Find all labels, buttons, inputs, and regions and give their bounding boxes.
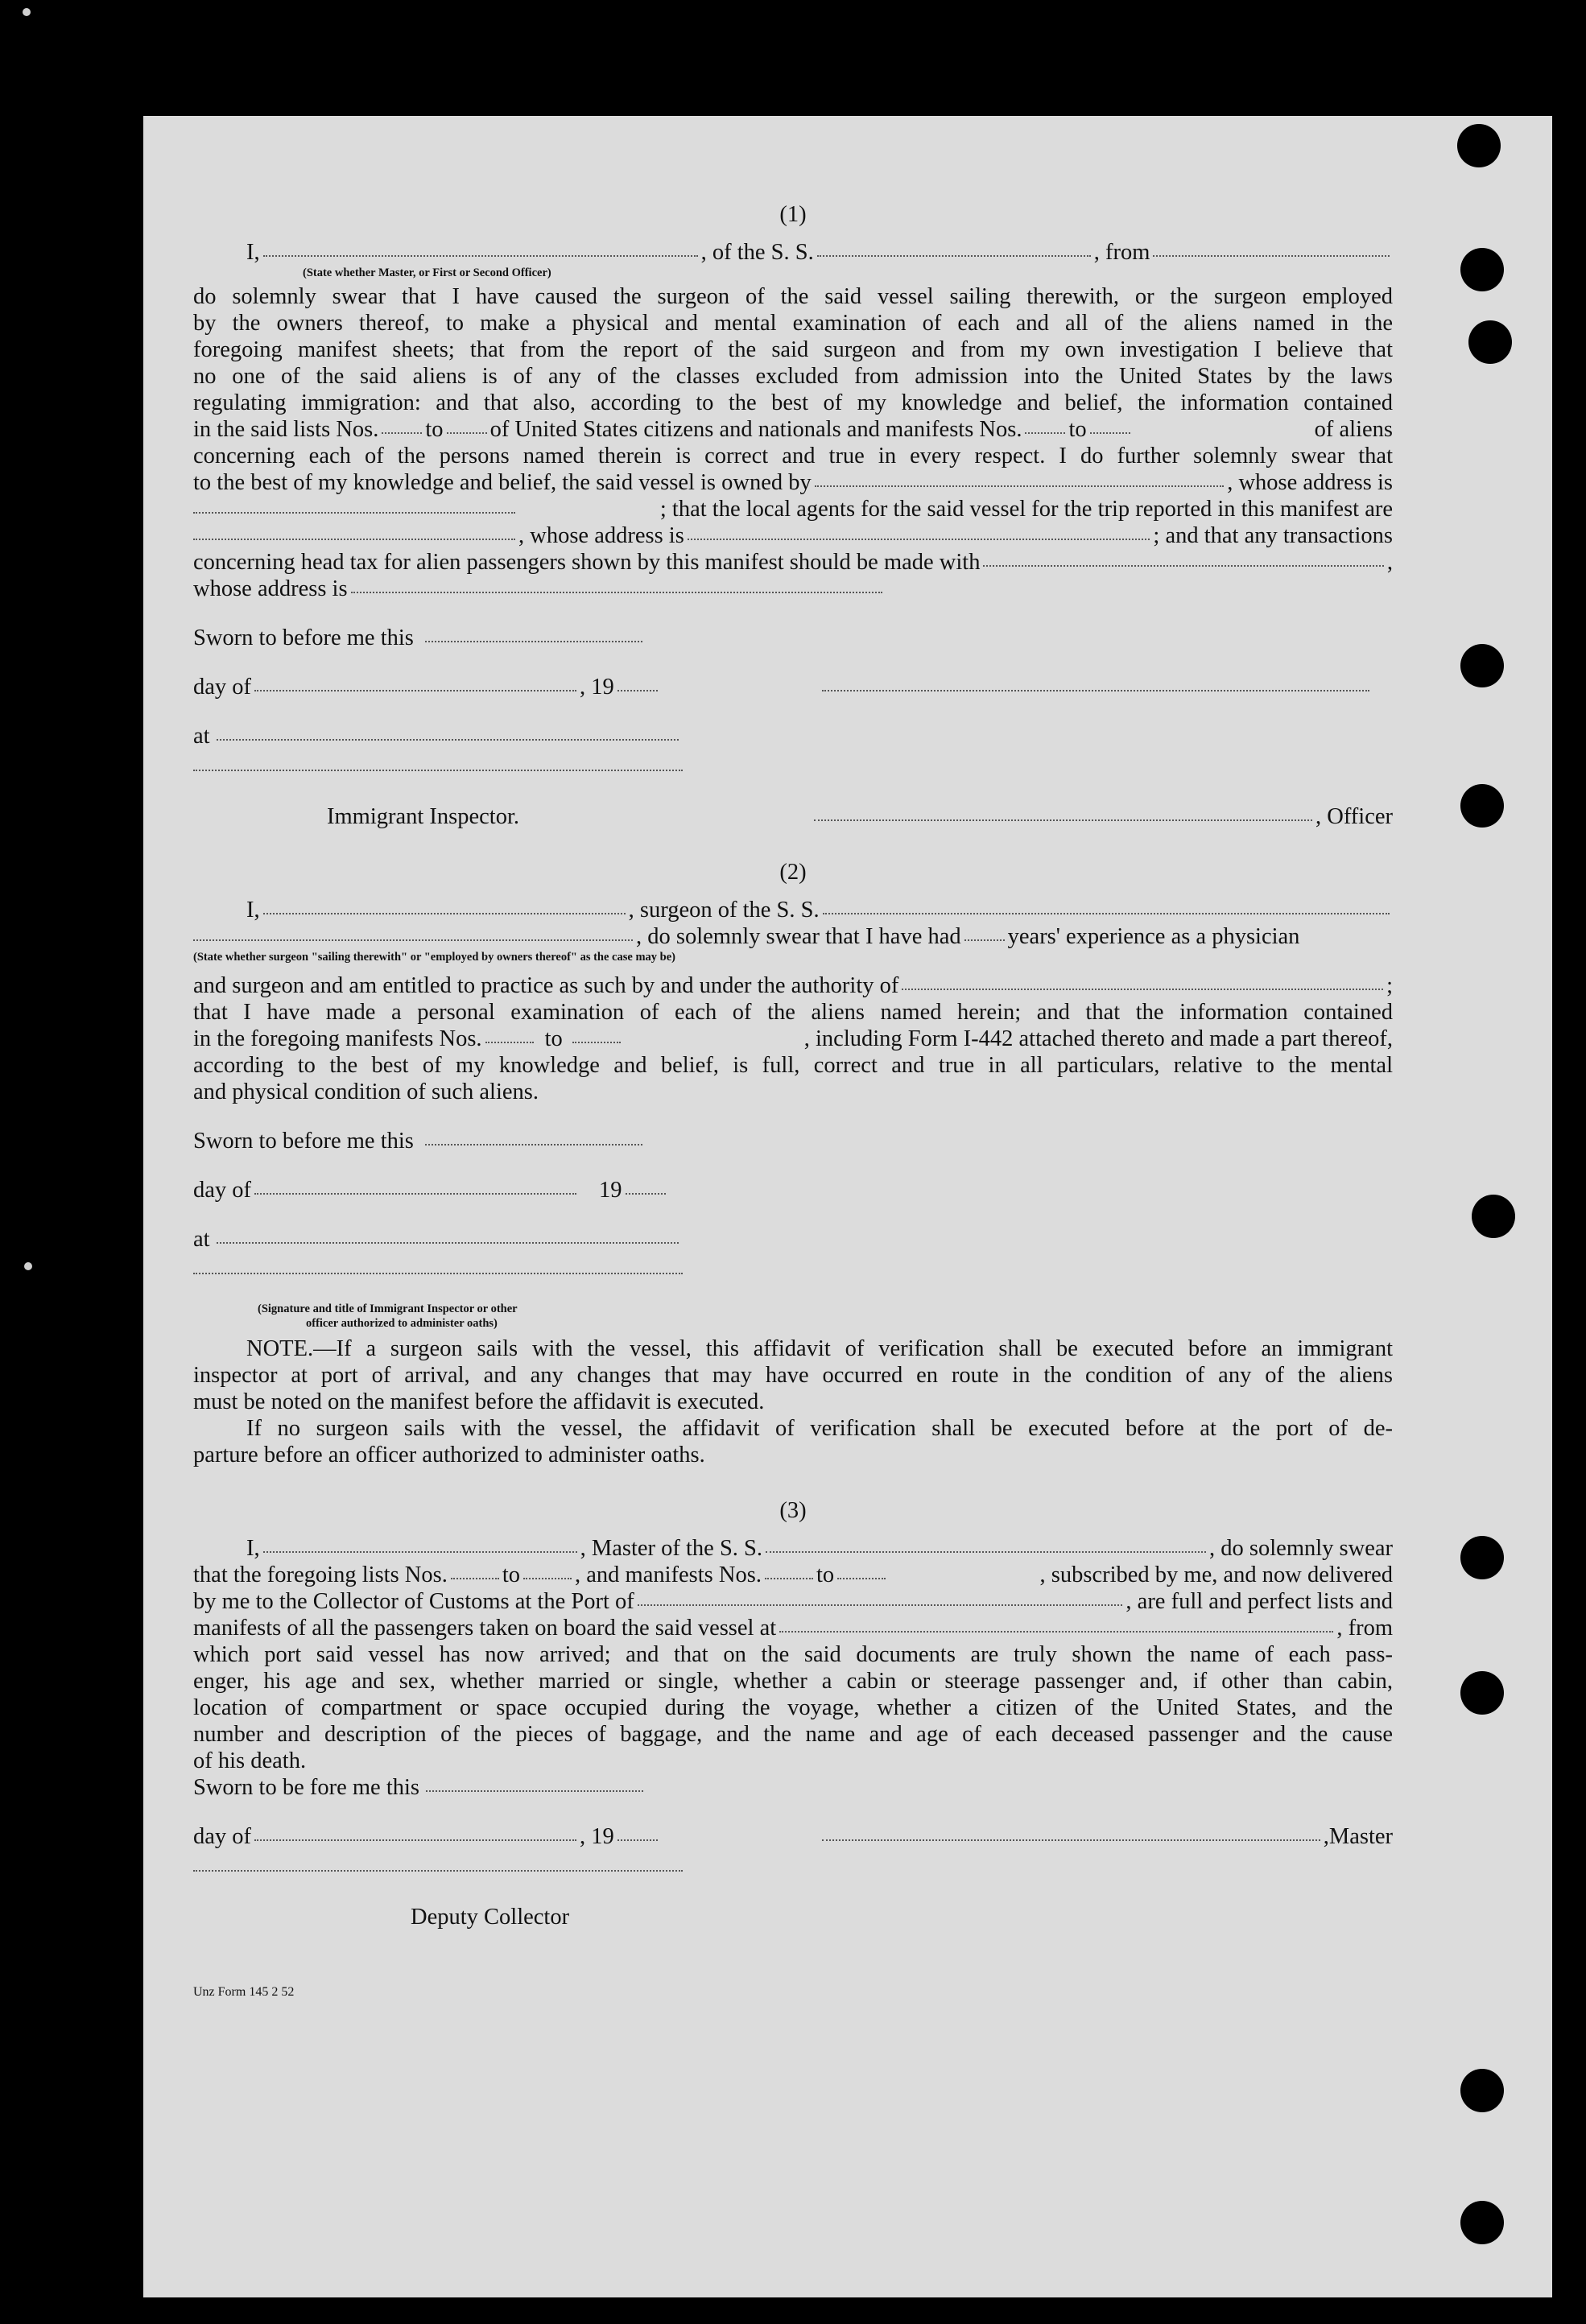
s2-line-i — [193, 897, 1393, 923]
text: , do solemnly swear — [1209, 1536, 1393, 1561]
text: of United States citizens and nationals and manifests Nos. — [489, 417, 1022, 442]
text: to — [816, 1562, 835, 1587]
s3-year-field[interactable] — [617, 1839, 658, 1841]
collector-signature-field[interactable] — [193, 1870, 683, 1872]
text: , — [1386, 550, 1393, 575]
s2-sig-line — [193, 1275, 1393, 1302]
owner-address-field[interactable] — [193, 512, 515, 514]
s3-master-signature-field[interactable] — [822, 1839, 1320, 1841]
s2-month-field[interactable] — [254, 1193, 576, 1195]
s2-manifest-from-field[interactable] — [485, 1042, 534, 1043]
punch-hole — [1460, 248, 1504, 291]
officer-signature-field[interactable] — [814, 819, 1312, 821]
text-line: NOTE.—If a surgeon sails with the vessel, this affidavit of verification shall be executed before an immigrant — [246, 1336, 1393, 1361]
s2-line-swear — [193, 923, 1393, 950]
s3-line-lists — [193, 1562, 1393, 1588]
text: ; — [1386, 973, 1393, 998]
text: , whose address is — [1227, 470, 1393, 495]
month-field[interactable] — [254, 690, 576, 691]
sworn-day-field[interactable] — [425, 641, 642, 642]
text-line: enger, his age and sex, whether married or single, whether a cabin or steerage passenger and, if other than cabin, — [193, 1669, 1393, 1694]
punch-hole — [1472, 1195, 1515, 1238]
sig-note-1: (Signature and title of Immigrant Inspector or other — [258, 1302, 518, 1315]
text-line: do solemnly swear that I have caused the surgeon of the said vessel sailing therewith, or the surgeon employed — [193, 284, 1393, 309]
text: , do solemnly swear that I have had — [636, 924, 961, 949]
text: , from — [1336, 1616, 1393, 1641]
text: ; that the local agents for the said vessel for the trip reported in this manifest are — [659, 497, 1393, 522]
section-2-number: (2) — [779, 860, 807, 885]
years-field[interactable] — [964, 939, 1005, 941]
punch-hole — [1460, 1671, 1504, 1715]
text-line: foregoing manifest sheets; that from the report of the said surgeon and from my own investigation I believe that — [193, 337, 1393, 362]
s3-manifest-to-field[interactable] — [837, 1578, 886, 1579]
text: , from — [1093, 240, 1150, 265]
s3-line-port — [193, 1588, 1393, 1615]
text: in the said lists Nos. — [193, 417, 379, 442]
text: 19 — [599, 1178, 622, 1203]
text: that the foregoing lists Nos. — [193, 1562, 448, 1587]
punch-hole — [1460, 784, 1504, 828]
text-line: no one of the said aliens is of any of the classes excluded from admission into the United States by the laws — [193, 364, 1393, 389]
s1-line-whose — [193, 576, 1393, 602]
s2-sworn-day-field[interactable] — [425, 1144, 642, 1145]
text: , of the S. S. — [700, 240, 814, 265]
text: , Master of the S. S. — [580, 1536, 763, 1561]
text: I, — [246, 898, 260, 923]
text-line: which port said vessel has now arrived; and that on the said documents are truly shown the name of each pass- — [193, 1642, 1393, 1667]
immigrant-inspector-label: Immigrant Inspector. — [327, 804, 520, 829]
s2-line-manifests — [193, 1026, 1393, 1052]
s3-month-field[interactable] — [254, 1839, 576, 1841]
text: Sworn to before me this — [193, 1129, 414, 1154]
s2-sworn — [193, 1128, 1393, 1154]
text: day of — [193, 675, 252, 700]
text: ; and that any transactions — [1153, 523, 1393, 548]
text: Sworn to be fore me this — [193, 1775, 419, 1800]
officer-label: , Officer — [1315, 804, 1393, 829]
text: , are full and perfect lists and — [1125, 1589, 1393, 1614]
text-line: location of compartment or space occupied during the voyage, whether a citizen of the United States, and the — [193, 1695, 1393, 1720]
text: manifests of all the passengers taken on board the said vessel at — [193, 1616, 777, 1641]
s1-line-owner — [193, 469, 1393, 496]
text-line: parture before an officer authorized to administer oaths. — [193, 1443, 705, 1467]
s2-at-field[interactable] — [217, 1242, 679, 1244]
text: to — [1068, 417, 1087, 442]
at-field[interactable] — [217, 739, 679, 741]
scan-speck — [23, 8, 31, 16]
s1-at — [193, 723, 1393, 749]
s2-line-authority — [193, 972, 1393, 999]
s3-collector-line — [193, 1872, 1393, 1899]
s1-body-2 — [193, 443, 1393, 469]
master-label: ,Master — [1323, 1824, 1393, 1849]
s2-body-2 — [193, 1052, 1393, 1105]
text-line: by the owners thereof, to make a physical and mental examination of each and all of the aliens named in the — [193, 311, 1393, 336]
punch-hole — [1460, 644, 1504, 687]
s3-vessel-field[interactable] — [766, 1551, 1206, 1553]
from-port-field[interactable] — [1153, 255, 1390, 257]
agents-field[interactable] — [193, 539, 515, 540]
headtax-address-field[interactable] — [351, 592, 882, 593]
manifest-no-to-field[interactable] — [1090, 432, 1130, 434]
text: , surgeon of the S. S. — [628, 898, 820, 923]
s1-line-headtax — [193, 549, 1393, 576]
s1-sworn — [193, 625, 1393, 651]
text: day of — [193, 1824, 252, 1849]
master-name-field[interactable] — [263, 255, 698, 257]
text: at — [193, 1227, 210, 1252]
agents-address-field[interactable] — [688, 539, 1150, 540]
note-surgeon: (State whether surgeon "sailing therewith" or "employed by owners thereof" as the case may be) — [193, 951, 675, 964]
section-1-number: (1) — [779, 202, 807, 227]
surgeon-name-field[interactable] — [263, 913, 626, 914]
text-line: number and description of the pieces of baggage, and the name and age of each deceased passenger and the cause — [193, 1722, 1393, 1747]
vessel-name-field[interactable] — [817, 255, 1091, 257]
text-line: must be noted on the manifest before the affidavit is executed. — [193, 1389, 765, 1414]
note-master: (State whether Master, or First or Second Officer) — [303, 266, 551, 279]
s2-inspector-signature-field[interactable] — [193, 1273, 683, 1274]
note-paragraph — [193, 1335, 1393, 1468]
owner-field[interactable] — [815, 485, 1224, 487]
text-line: of his death. — [193, 1748, 307, 1773]
s3-dayof — [193, 1823, 1393, 1850]
text: I, — [246, 240, 260, 265]
s1-line-lists — [193, 416, 1393, 443]
text-line: inspector at port of arrival, and any changes that may have occurred en route in the condition of any of the aliens — [193, 1363, 1393, 1388]
punch-hole — [1460, 1536, 1504, 1579]
text: at — [193, 724, 210, 749]
s3-sworn — [193, 1774, 1393, 1801]
surgeon-type-field[interactable] — [193, 939, 633, 941]
s3-line-i — [193, 1535, 1393, 1562]
surgeon-vessel-field[interactable] — [823, 913, 1390, 914]
s1-line-agents-address — [193, 522, 1393, 549]
text: whose address is — [193, 576, 348, 601]
text-line: If no surgeon sails with the vessel, the affidavit of verification shall be executed before at the port of de- — [246, 1416, 1393, 1441]
s3-line-board — [193, 1615, 1393, 1641]
text: I, — [246, 1536, 260, 1561]
s2-at — [193, 1226, 1393, 1253]
s1-dayof — [193, 674, 1393, 700]
s1-body — [193, 283, 1393, 416]
text: , subscribed by me, and now delivered — [1039, 1562, 1393, 1587]
text: , 19 — [580, 1824, 614, 1849]
s2-manifest-to-field[interactable] — [572, 1042, 621, 1043]
text: , and manifests Nos. — [575, 1562, 762, 1587]
punch-hole — [1457, 124, 1501, 167]
s2-body — [193, 999, 1393, 1026]
text: to the best of my knowledge and belief, the said vessel is owned by — [193, 470, 812, 495]
s3-body — [193, 1641, 1393, 1774]
list-no-to-field[interactable] — [447, 432, 487, 434]
text-line: concerning each of the persons named therein is correct and true in every respect. I do further solemnly swear that — [193, 444, 1393, 469]
inspector-signature-field[interactable] — [193, 770, 683, 771]
text: Sworn to before me this — [193, 625, 414, 650]
s3-list-to-field[interactable] — [523, 1578, 572, 1579]
s3-sworn-day-field[interactable] — [426, 1790, 643, 1792]
punch-hole — [1460, 2069, 1504, 2112]
form-number: Unz Form 145 2 52 — [193, 1985, 295, 1999]
year-field[interactable] — [617, 690, 658, 691]
s1-inspector-line — [193, 772, 1393, 799]
s3-manifest-from-field[interactable] — [765, 1578, 813, 1579]
punch-hole — [1468, 320, 1512, 364]
deputy-collector-label: Deputy Collector — [411, 1905, 570, 1930]
manifest-no-from-field[interactable] — [1025, 432, 1065, 434]
s1-line-i — [193, 239, 1393, 266]
sig-note-2: officer authorized to administer oaths) — [306, 1317, 498, 1330]
punch-hole — [1460, 2201, 1504, 2244]
text-line: regulating immigration: and that also, according to the best of my knowledge and belief, the information contained — [193, 390, 1393, 415]
text-line: and physical condition of such aliens. — [193, 1079, 539, 1104]
s2-year-field[interactable] — [626, 1193, 666, 1195]
authority-field[interactable] — [902, 989, 1383, 990]
s1-signatures — [193, 803, 1393, 830]
s2-dayof — [193, 1177, 1393, 1203]
s3-master-name-field[interactable] — [263, 1551, 577, 1553]
s3-boarding-port-field[interactable] — [779, 1631, 1333, 1633]
s3-port-field[interactable] — [638, 1604, 1123, 1606]
master-signature-field[interactable] — [822, 690, 1369, 691]
text-line: according to the best of my knowledge and belief, is full, correct and true in all particulars, relative to the mental — [193, 1053, 1393, 1078]
text-line: that I have made a personal examination of each of the aliens named herein; and that the information contained — [193, 1000, 1393, 1025]
text: years' experience as a physician — [1007, 924, 1300, 949]
text: to — [425, 417, 444, 442]
form-content — [193, 201, 1393, 2005]
scan-speck — [24, 1262, 32, 1270]
s3-collector — [193, 1904, 1393, 1930]
section-3-number: (3) — [779, 1498, 807, 1523]
text: day of — [193, 1178, 252, 1203]
list-no-from-field[interactable] — [382, 432, 422, 434]
text: in the foregoing manifests Nos. — [193, 1026, 482, 1051]
s3-list-from-field[interactable] — [451, 1578, 499, 1579]
headtax-contact-field[interactable] — [983, 565, 1383, 567]
s1-line-agents — [193, 496, 1393, 522]
text: , including Form I-442 attached thereto and made a part thereof, — [803, 1026, 1393, 1051]
text: , whose address is — [518, 523, 684, 548]
text: by me to the Collector of Customs at the Port of — [193, 1589, 634, 1614]
text: of aliens — [1314, 417, 1393, 442]
text: to — [544, 1026, 563, 1051]
text: to — [502, 1562, 521, 1587]
text: , 19 — [580, 675, 614, 700]
text: and surgeon and am entitled to practice as such by and under the authority of — [193, 973, 899, 998]
text: concerning head tax for alien passengers shown by this manifest should be made with — [193, 550, 981, 575]
